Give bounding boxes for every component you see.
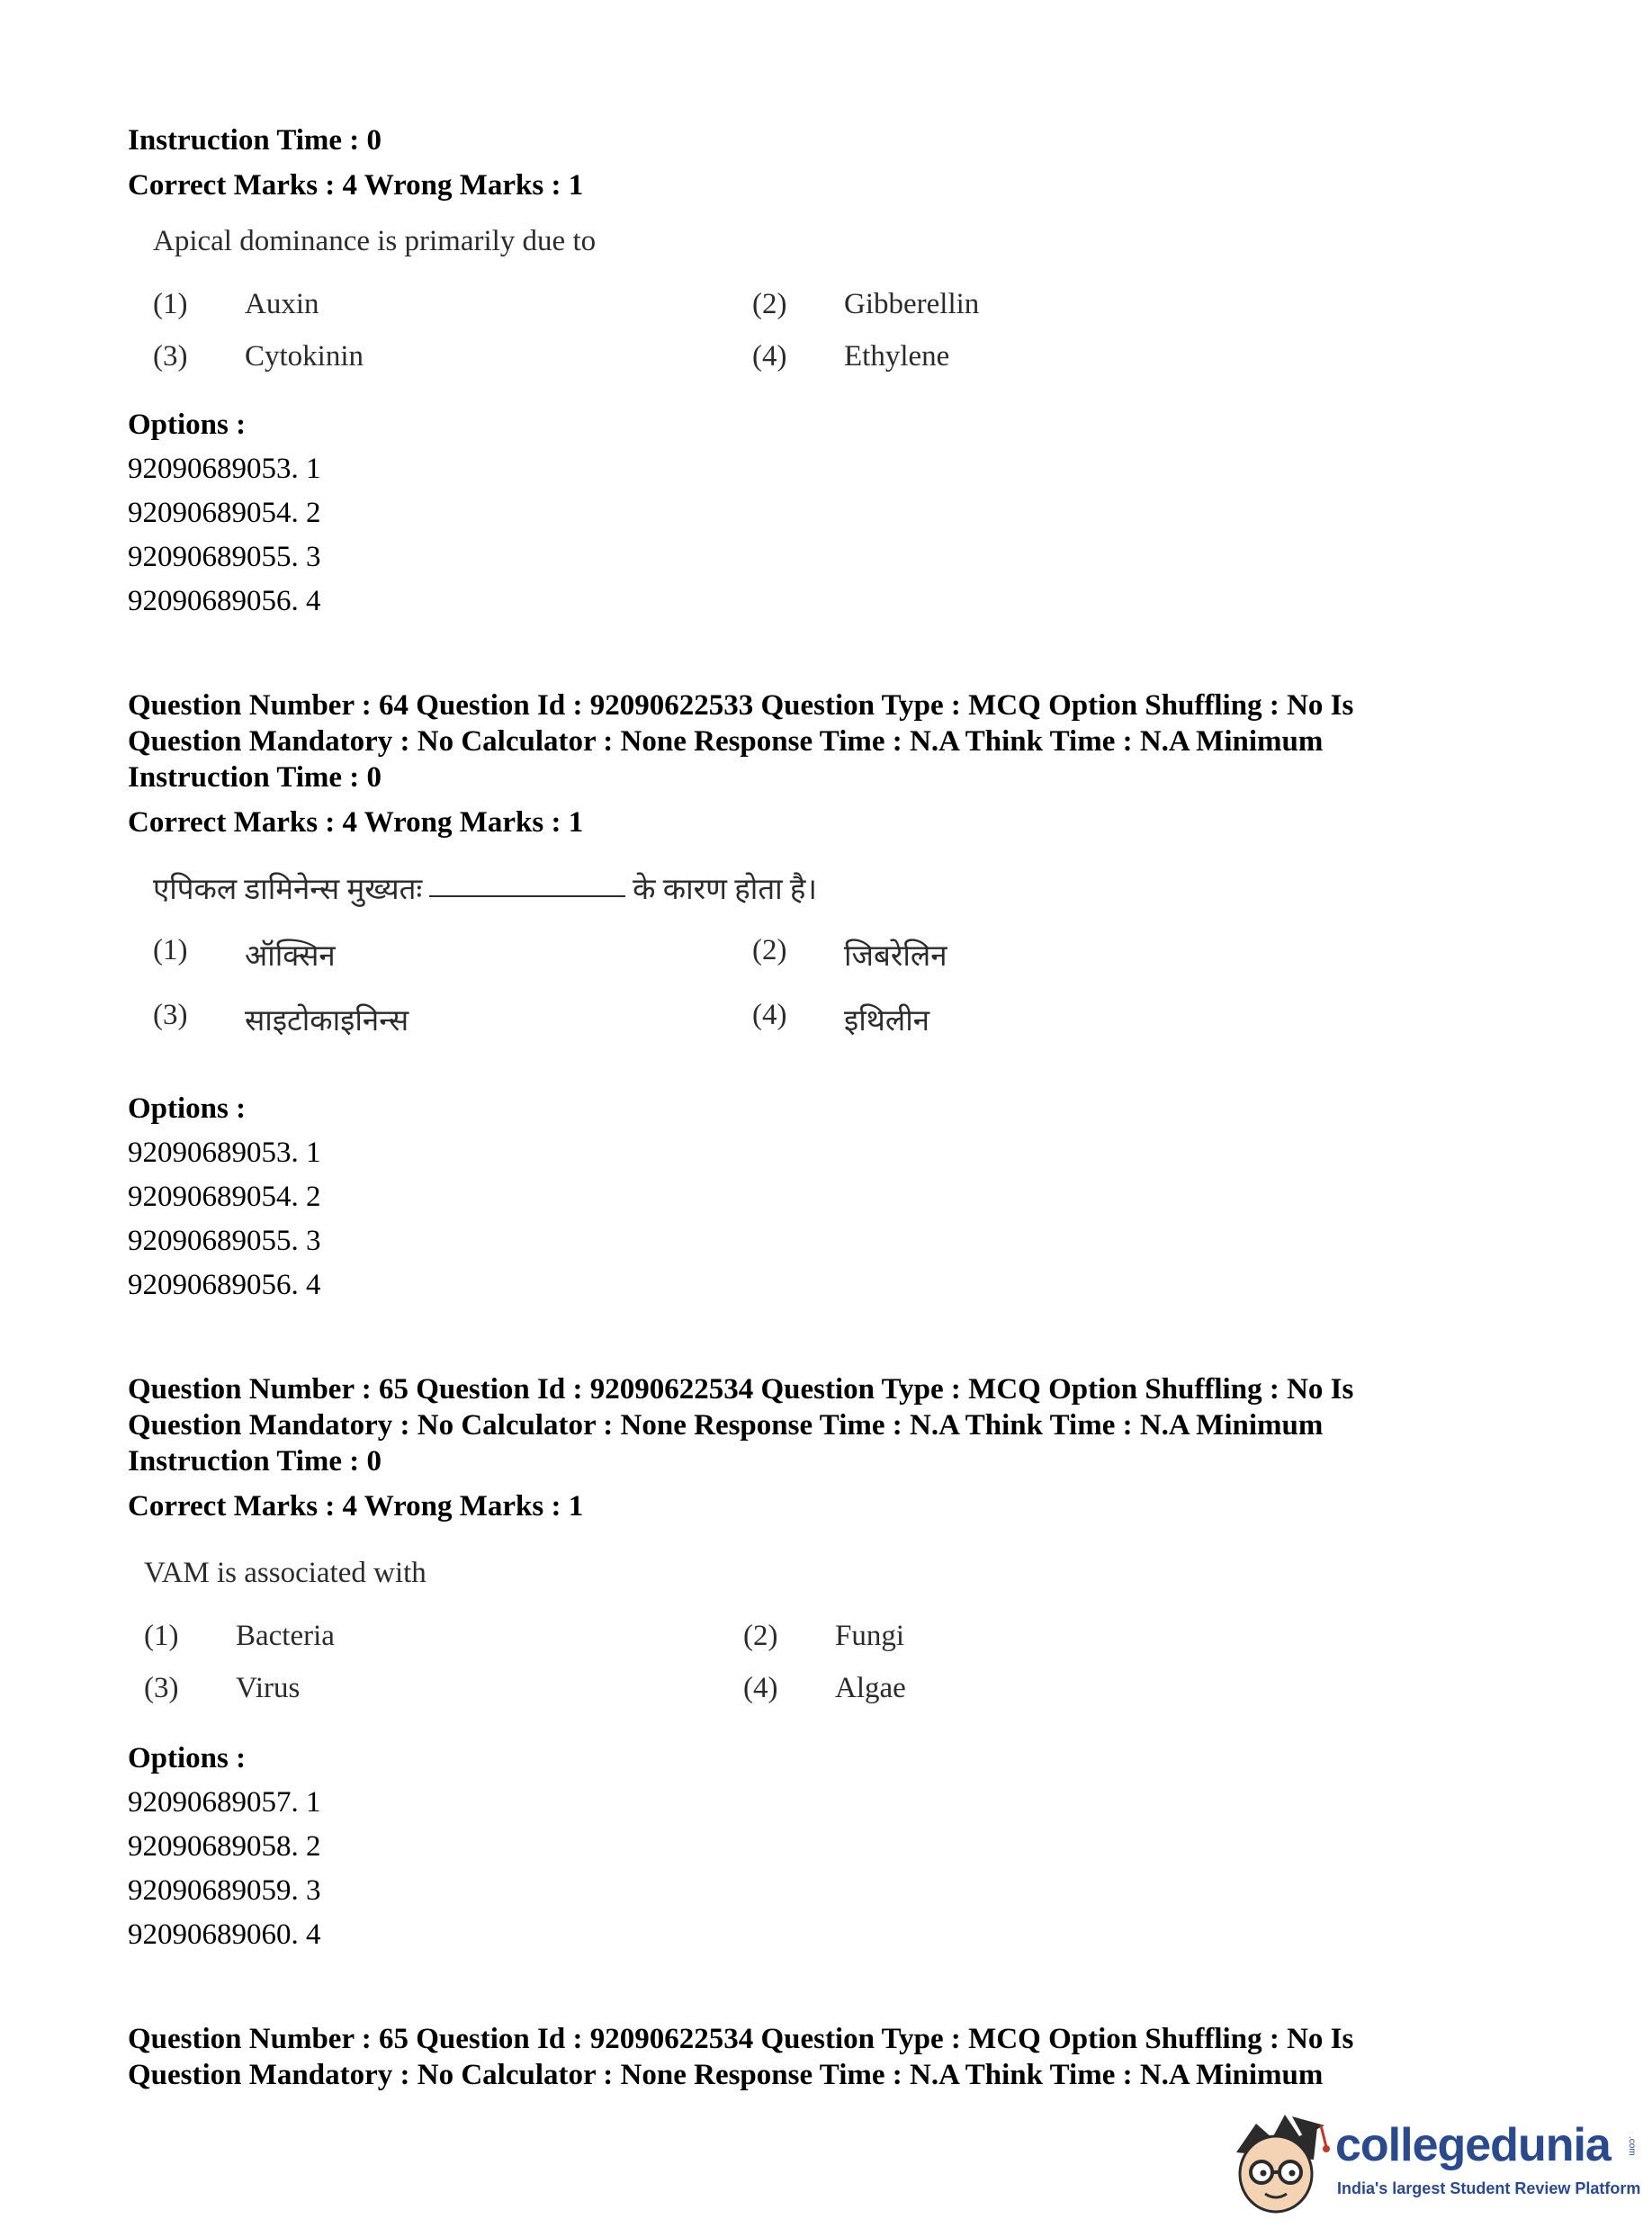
choice-number: (2) — [752, 934, 787, 966]
question-text-post: के कारण होता है। — [633, 874, 817, 906]
question-text: VAM is associated with — [144, 1557, 426, 1589]
question-header-line: Question Number : 65 Question Id : 92090622534 Question Type : MCQ Option Shuffling : No Is — [128, 2023, 1354, 2055]
choice-text: ऑक्सिन — [245, 940, 336, 973]
choice-text: जिबरेलिन — [844, 940, 947, 973]
mascot-icon — [1220, 2097, 1332, 2223]
option-item: 92090689053. 1 — [128, 453, 321, 485]
options-heading: Options : — [128, 1742, 247, 1774]
choice-number: (2) — [752, 288, 787, 320]
choice-number: (4) — [752, 999, 787, 1031]
options-heading: Options : — [128, 409, 247, 441]
choice-number: (1) — [144, 1620, 179, 1652]
q63-meta — [128, 122, 1531, 203]
q65-options — [128, 1737, 321, 1957]
question-header-line: Question Number : 65 Question Id : 92090622534 Question Type : MCQ Option Shuffling : No Is — [128, 1373, 1354, 1406]
choice-number: (3) — [153, 340, 188, 373]
option-item: 92090689056. 4 — [128, 585, 321, 617]
instruction-time: Instruction Time : 0 — [128, 1445, 382, 1478]
choice-number: (1) — [153, 934, 188, 966]
option-item: 92090689054. 2 — [128, 1181, 321, 1213]
choice-text: Fungi — [835, 1620, 905, 1652]
option-item: 92090689059. 3 — [128, 1874, 321, 1907]
instruction-time: Instruction Time : 0 — [128, 761, 382, 794]
option-item: 92090689055. 3 — [128, 1225, 321, 1257]
choice-text: Ethylene — [844, 340, 950, 373]
choice-text: साइटोकाइनिन्स — [245, 1005, 409, 1038]
question-header-line: Question Number : 64 Question Id : 92090622533 Question Type : MCQ Option Shuffling : No Is — [128, 689, 1354, 722]
marks-line: Correct Marks : 4 Wrong Marks : 1 — [128, 169, 584, 202]
option-item: 92090689053. 1 — [128, 1136, 321, 1169]
logo-com: .com — [1627, 2136, 1637, 2156]
logo-wordmark: collegedunia — [1335, 2119, 1611, 2171]
choice-row — [153, 340, 1035, 380]
choice-row — [153, 934, 1035, 974]
choice-number: (3) — [153, 999, 188, 1031]
option-item: 92090689058. 2 — [128, 1830, 321, 1863]
option-item: 92090689057. 1 — [128, 1786, 321, 1819]
choice-row — [144, 1672, 1026, 1711]
choice-text: Gibberellin — [844, 288, 980, 320]
question-header-line: Question Mandatory : No Calculator : None Response Time : N.A Think Time : N.A Minimum — [128, 1409, 1324, 1442]
q64-meta — [128, 687, 1531, 840]
option-item: 92090689060. 4 — [128, 1918, 321, 1951]
choice-text: Auxin — [245, 288, 319, 320]
q63-options — [128, 403, 321, 624]
choice-row — [153, 999, 1035, 1038]
options-heading: Options : — [128, 1092, 247, 1125]
choice-number: (3) — [144, 1672, 179, 1704]
marks-line: Correct Marks : 4 Wrong Marks : 1 — [128, 1490, 584, 1523]
q64-options — [128, 1087, 321, 1307]
question-header-line: Question Mandatory : No Calculator : None Response Time : N.A Think Time : N.A Minimum — [128, 725, 1324, 758]
logo-tagline: India's largest Student Review Platform — [1337, 2179, 1641, 2197]
q65-meta — [128, 1371, 1531, 1524]
choice-number: (4) — [752, 340, 787, 373]
question-text — [153, 867, 817, 908]
q63-question-image — [128, 225, 1028, 387]
choice-text: इथिलीन — [844, 1005, 930, 1038]
choice-text: Cytokinin — [245, 340, 364, 373]
option-item: 92090689054. 2 — [128, 497, 321, 529]
choice-number: (1) — [153, 288, 188, 320]
option-item: 92090689055. 3 — [128, 541, 321, 573]
question-text: Apical dominance is primarily due to — [153, 225, 597, 257]
blank-line — [429, 895, 625, 897]
choice-row — [153, 288, 1035, 328]
choice-text: Virus — [236, 1672, 301, 1704]
q65-repeat-meta — [128, 2021, 1531, 2093]
question-header-line: Question Mandatory : No Calculator : None Response Time : N.A Think Time : N.A Minimum — [128, 2059, 1324, 2091]
choice-text: Bacteria — [236, 1620, 335, 1652]
q64-question-image — [128, 867, 1028, 1047]
instruction-time: Instruction Time : 0 — [128, 124, 382, 157]
question-text-pre: एपिकल डामिनेन्स मुख्यतः — [153, 874, 423, 906]
choice-text: Algae — [835, 1672, 906, 1704]
q65-question-image — [128, 1557, 1028, 1719]
option-item: 92090689056. 4 — [128, 1269, 321, 1301]
choice-row — [144, 1620, 1026, 1659]
choice-number: (4) — [743, 1672, 778, 1704]
marks-line: Correct Marks : 4 Wrong Marks : 1 — [128, 806, 584, 839]
choice-number: (2) — [743, 1620, 778, 1652]
collegedunia-logo[interactable] — [1220, 2097, 1643, 2223]
